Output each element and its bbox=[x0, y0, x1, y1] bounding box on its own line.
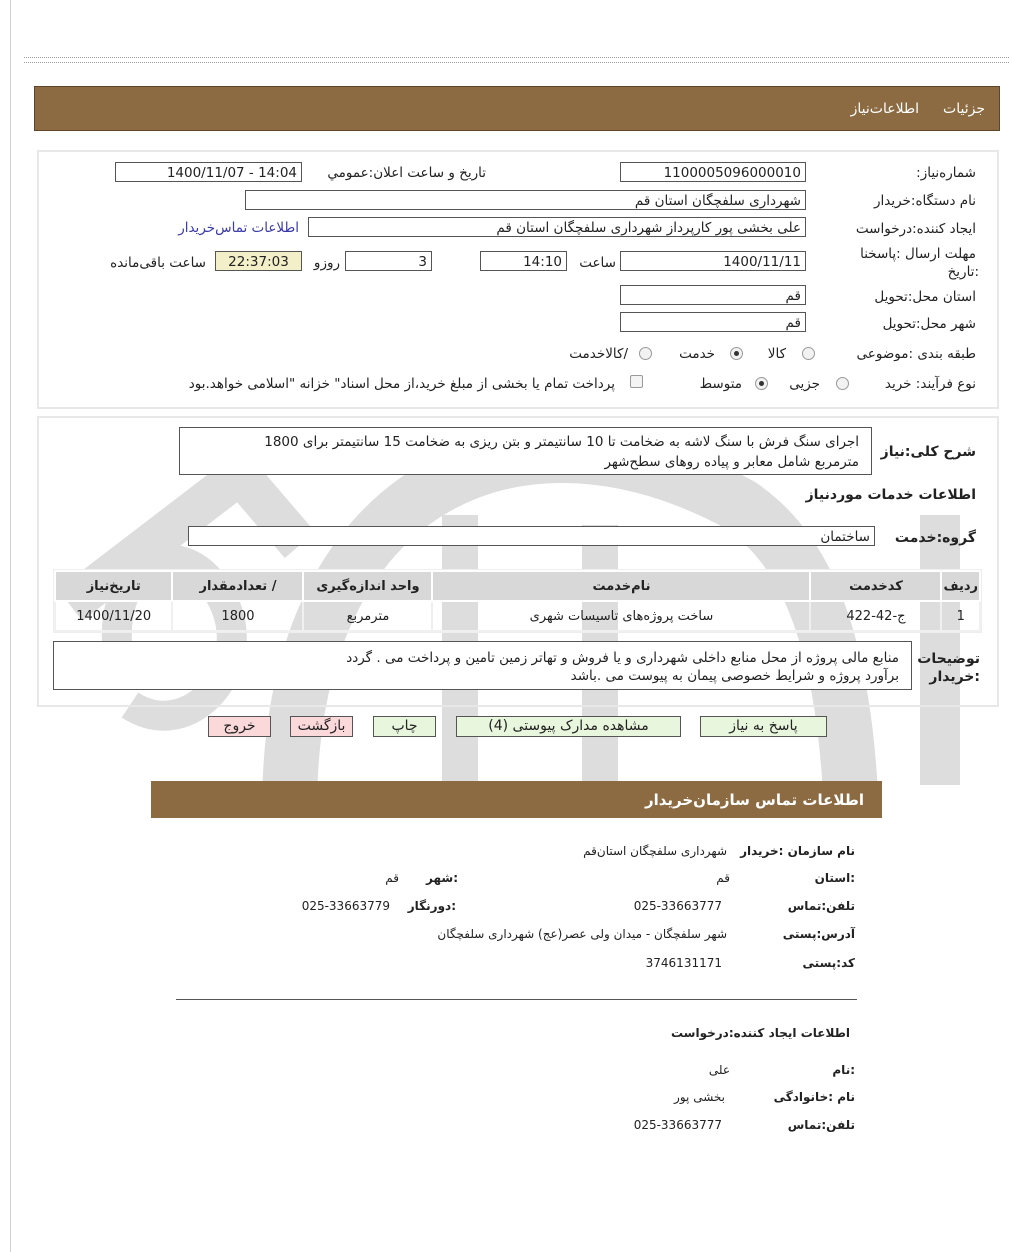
service-group-field: ساختمان bbox=[188, 526, 875, 546]
announce-field: 1400/11/07 - 14:04 bbox=[115, 162, 302, 182]
page-left-border bbox=[10, 0, 11, 1252]
table-header-row bbox=[55, 571, 980, 601]
description-line-2: مترمربع شامل معابر و پیاده روهای سطح‌شهر bbox=[604, 454, 859, 470]
buyer-field: شهرداری سلفچگان استان قم bbox=[245, 190, 806, 210]
creator-label: ایجاد کننده:درخواست bbox=[855, 221, 976, 237]
items-table-frame bbox=[53, 569, 982, 633]
need-number-field: 1100005096000010 bbox=[620, 162, 806, 182]
cell-service-code: ج-42-422 bbox=[810, 601, 941, 631]
deadline-time-field: 14:10 bbox=[480, 251, 567, 271]
fax-value: 025-33663779 bbox=[301, 899, 390, 913]
province-field: قم bbox=[620, 285, 806, 305]
col-need-date: تاریخ‌نیاز bbox=[55, 571, 172, 601]
buyer-label: نام دستگاه:خریدار bbox=[873, 193, 976, 209]
deadline-label-2: :تاریخ bbox=[947, 264, 979, 280]
proc-medium-label: متوسط bbox=[699, 376, 742, 392]
creator-field: علی بخشی پور کارپرداز شهرداری سلفچگان استان قم bbox=[308, 217, 806, 237]
payment-checkbox[interactable] bbox=[630, 375, 643, 388]
contact-province-label: :استان bbox=[814, 871, 855, 885]
postal-value: 3746131171 bbox=[645, 956, 722, 970]
need-info-panel bbox=[37, 150, 999, 409]
deadline-date-field: 1400/11/11 bbox=[620, 251, 806, 271]
category-label: طبقه بندی :موضوعی bbox=[856, 346, 976, 362]
contact-header bbox=[151, 781, 882, 818]
creator-info-title: اطلاعات ایجاد کننده:درخواست bbox=[670, 1026, 850, 1040]
contact-city-label: :شهر bbox=[426, 871, 458, 885]
print-button[interactable]: چاپ bbox=[373, 716, 436, 737]
payment-note: پرداخت تمام یا بخشی از مبلغ خرید،از محل اسناد" خزانه "اسلامی خواهد.بود bbox=[188, 376, 615, 392]
notes-line-1: منابع مالی پروژه از محل منابع داخلی شهرداری و یا فروش و تهاتر زمین تامین و پرداخت می . گردد bbox=[346, 650, 899, 666]
cell-row: 1 bbox=[941, 601, 980, 631]
cell-unit: مترمربع bbox=[303, 601, 432, 631]
address-value: شهر سلفچگان - میدان ولی عصر(عج) شهرداری سلفچگان bbox=[437, 927, 727, 941]
proc-small-radio[interactable] bbox=[836, 377, 849, 390]
description-box bbox=[179, 427, 872, 475]
buyer-contact-link[interactable]: اطلاعات تماس‌خریدار bbox=[178, 220, 299, 236]
contact-province-value: قم bbox=[716, 871, 730, 885]
process-label: نوع فرآیند: خرید bbox=[884, 376, 976, 392]
reply-button[interactable]: پاسخ به نیاز bbox=[700, 716, 827, 737]
cat-goods-service-label: /کالاخدمت bbox=[569, 346, 628, 362]
creator-family-label: نام :خانوادگی bbox=[773, 1090, 855, 1104]
city-label: شهر محل:تحویل bbox=[882, 316, 976, 332]
cat-service-radio[interactable] bbox=[730, 347, 743, 360]
col-row: ردیف bbox=[941, 571, 980, 601]
notes-label-2: :خریدار bbox=[929, 669, 980, 685]
proc-medium-radio[interactable] bbox=[755, 377, 768, 390]
postal-label: کد:پستی bbox=[802, 956, 855, 970]
remaining-timer: 22:37:03 bbox=[215, 251, 302, 271]
cat-goods-service-radio[interactable] bbox=[639, 347, 652, 360]
proc-small-label: جزیی bbox=[789, 376, 820, 392]
exit-button[interactable]: خروج bbox=[208, 716, 271, 737]
service-group-label: گروه:خدمت bbox=[894, 530, 976, 546]
tab-details[interactable]: جزئیات bbox=[943, 101, 985, 117]
contact-title: اطلاعات تماس سازمان‌خریدار bbox=[644, 791, 864, 809]
creator-name-value: علی bbox=[708, 1063, 730, 1077]
days-label: روزو bbox=[313, 255, 340, 271]
notes-label: توضیحات bbox=[917, 651, 980, 667]
cell-quantity: 1800 bbox=[172, 601, 303, 631]
tab-need-info[interactable]: اطلاعات‌نیاز bbox=[850, 101, 919, 117]
description-label: شرح کلی:نیاز bbox=[880, 444, 976, 460]
top-separator bbox=[24, 57, 1009, 63]
details-header bbox=[34, 86, 1000, 131]
creator-phone-label: تلفن:تماس bbox=[787, 1118, 855, 1132]
cat-goods-label: کالا bbox=[767, 346, 786, 362]
cat-goods-radio[interactable] bbox=[802, 347, 815, 360]
description-line-1: اجرای سنگ فرش با سنگ لاشه به ضخامت تا 10 سانتیمتر و بتن ریزی به ضخامت 15 سانتیمتر برای 1800 bbox=[264, 434, 859, 450]
remaining-label: ساعت باقی‌مانده bbox=[110, 255, 206, 271]
contact-city-value: قم bbox=[385, 871, 399, 885]
deadline-time-label: ساعت bbox=[579, 255, 616, 271]
need-number-label: شماره‌نیاز: bbox=[916, 165, 976, 181]
fax-label: :دورنگار bbox=[407, 899, 456, 913]
days-field: 3 bbox=[345, 251, 432, 271]
province-label: استان محل:تحویل bbox=[874, 289, 976, 305]
org-value: شهرداری سلفچگان استان‌قم bbox=[583, 844, 727, 858]
col-unit: واحد اندازه‌گیری bbox=[303, 571, 432, 601]
org-label: نام سازمان :خریدار bbox=[740, 844, 855, 858]
creator-name-label: :نام bbox=[832, 1063, 855, 1077]
address-label: آدرس:پستی bbox=[782, 927, 855, 941]
cat-service-label: خدمت bbox=[679, 346, 715, 362]
notes-box bbox=[53, 641, 912, 690]
announce-label: تاریخ و ساعت اعلان:عمومي bbox=[327, 165, 486, 181]
items-table bbox=[54, 570, 981, 632]
phone-label: تلفن:تماس bbox=[787, 899, 855, 913]
attachments-button[interactable]: مشاهده مدارک پیوستی (4) bbox=[456, 716, 681, 737]
cell-need-date: 1400/11/20 bbox=[55, 601, 172, 631]
creator-family-value: بخشی پور bbox=[674, 1090, 725, 1104]
notes-line-2: برآورد پروژه و شرایط خصوصی پیمان به پیوست می .باشد bbox=[570, 668, 899, 684]
cell-service-name: ساخت پروژه‌های تاسیسات شهری bbox=[432, 601, 810, 631]
city-field: قم bbox=[620, 312, 806, 332]
col-quantity: / تعدادمقدار bbox=[172, 571, 303, 601]
creator-phone-value: 025-33663777 bbox=[633, 1118, 722, 1132]
phone-value: 025-33663777 bbox=[633, 899, 722, 913]
deadline-label: مهلت ارسال :پاسخنا bbox=[860, 246, 976, 262]
table-row bbox=[55, 601, 980, 631]
back-button[interactable]: بازگشت bbox=[290, 716, 353, 737]
col-service-code: کدخدمت bbox=[810, 571, 941, 601]
col-service-name: نام‌خدمت bbox=[432, 571, 810, 601]
services-title: اطلاعات خدمات موردنیاز bbox=[805, 487, 976, 503]
contact-divider bbox=[176, 999, 857, 1000]
